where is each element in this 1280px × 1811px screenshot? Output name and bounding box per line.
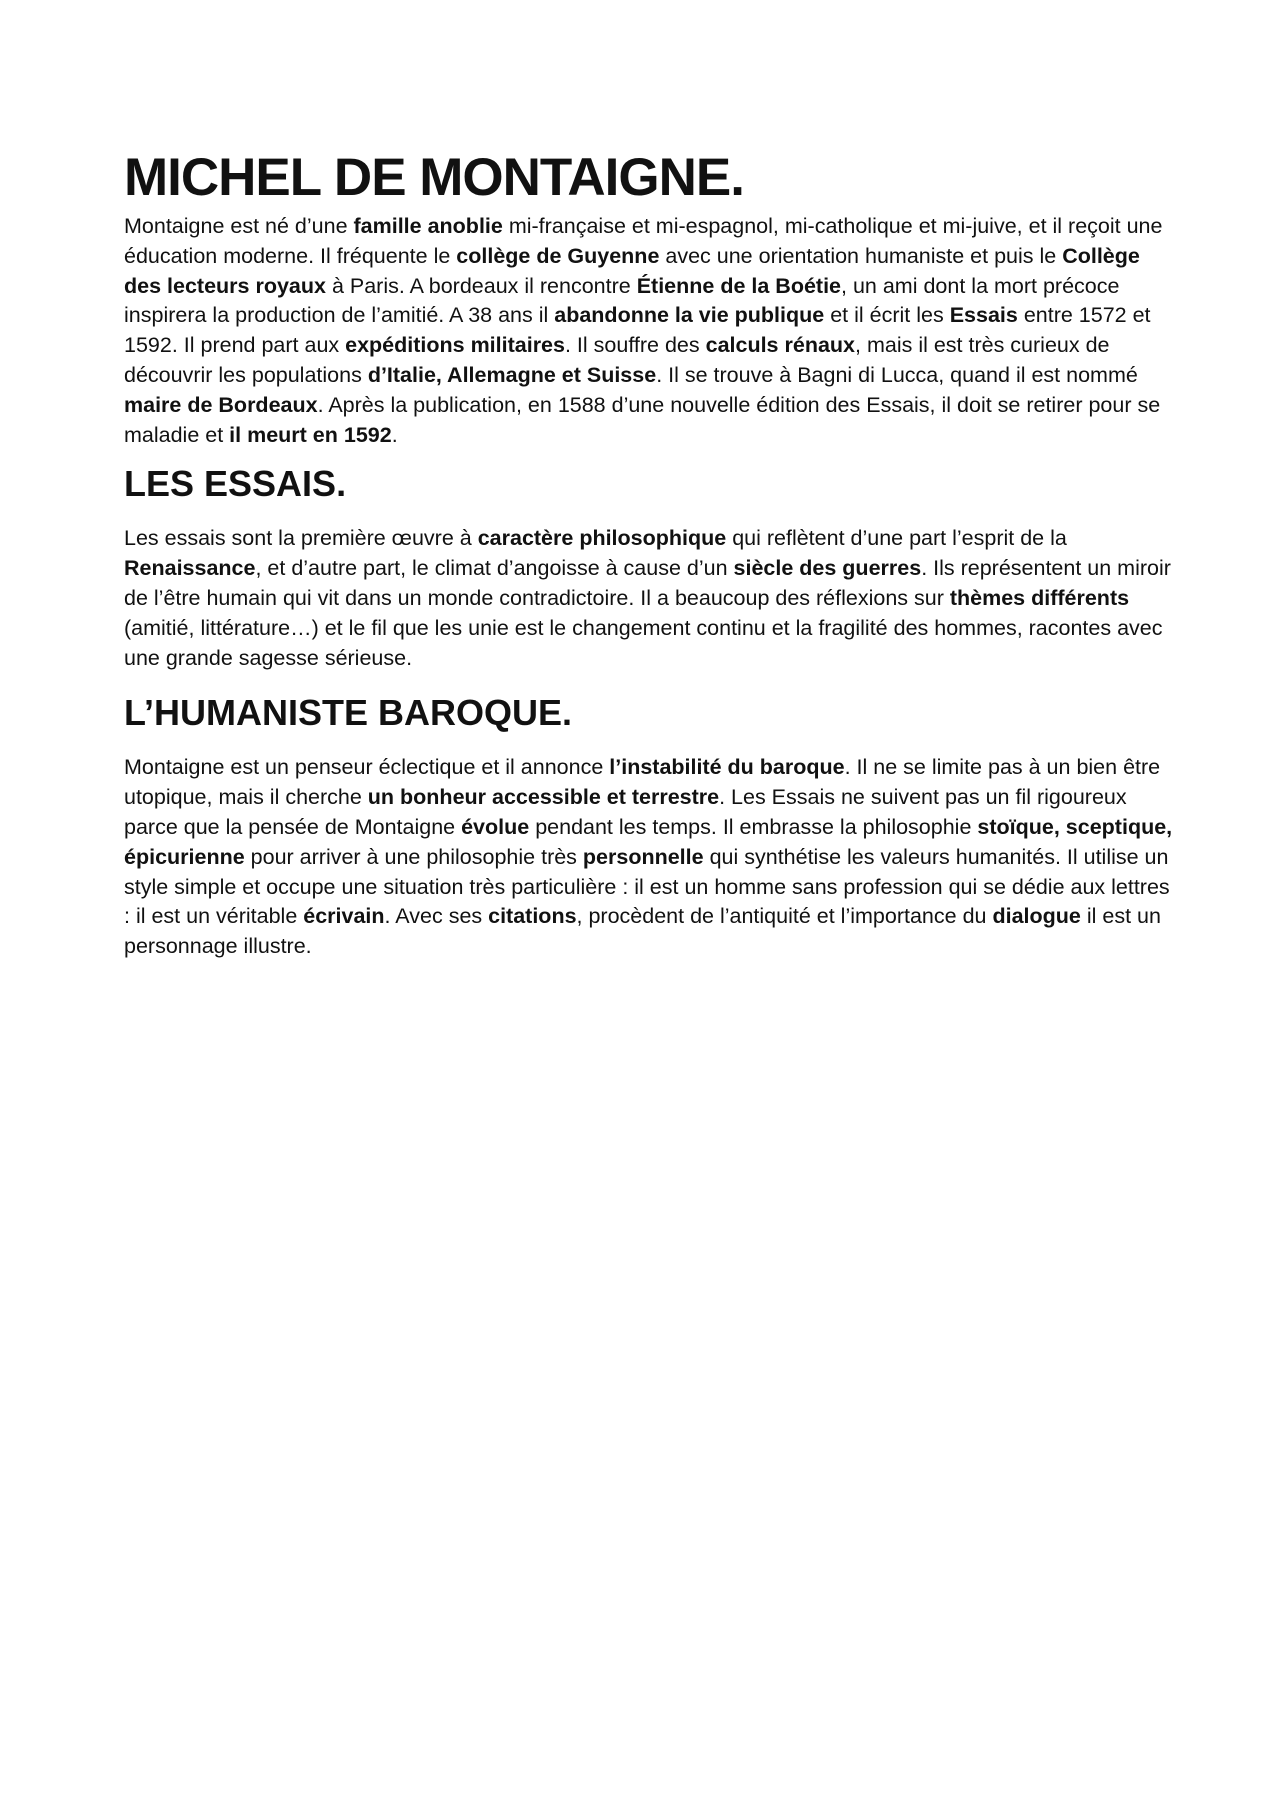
text-run: , mais il est très curieux de découvrir les populations — [124, 333, 1110, 387]
bold-text: l’instabilité du baroque — [609, 755, 845, 780]
bold-text: stoïque, sceptique, épicurienne — [124, 814, 1173, 869]
text-run: et il écrit les — [824, 303, 950, 328]
bold-text: personnelle — [582, 844, 704, 869]
text-run: . Avec ses — [384, 904, 489, 929]
text-run: mi-française et mi-espagnol, mi-catholique et mi-juive, et il reçoit une éducation moderne. Il fréquente le — [124, 214, 1163, 268]
essais-paragraph — [124, 524, 1174, 673]
bold-text: évolue — [461, 814, 530, 839]
text-run: . Ils représentent un miroir de l’être humain qui vit dans un monde contradictoire. Il a beaucoup des réflexions sur — [124, 556, 1171, 610]
page-title: MICHEL DE MONTAIGNE. — [124, 148, 744, 207]
essais-heading: LES ESSAIS. — [124, 463, 347, 505]
text-run: avec une orientation humaniste et puis le — [659, 243, 1063, 268]
text-run: , procèdent de l’antiquité et l’importance du — [576, 904, 993, 929]
bold-text: écrivain — [303, 904, 385, 929]
text-run: Montaigne est un penseur éclectique et il annonce — [124, 755, 610, 780]
text-run: . — [391, 422, 398, 447]
text-run: qui synthétise les valeurs humanités. Il utilise un style simple et occupe une situation très particulière : il est un homme sans profession qui se dédie aux lettres : il est un véritable — [124, 844, 1170, 929]
bold-text: maire de Bordeaux — [124, 392, 318, 417]
bold-text: Collège des lecteurs royaux — [124, 243, 1140, 298]
text-run: , un ami dont la mort précoce inspirera la production de l’amitié. A 38 ans il — [124, 273, 1120, 328]
montaigne-paragraph — [124, 212, 1174, 450]
text-run: Les essais sont la première œuvre à — [124, 526, 478, 551]
text-run: (amitié, littérature…) et le fil que les unie est le changement continu et la fragilité des hommes, racontes avec une grande sagesse sérieuse. — [124, 615, 1163, 670]
text-run: . Les Essais ne suivent pas un fil rigoureux parce que la pensée de Montaigne — [124, 785, 1127, 839]
bold-text: dialogue — [992, 904, 1081, 929]
bold-text: d’Italie, Allemagne et Suisse — [367, 362, 657, 387]
text-run: . Il se trouve à Bagni di Lucca, quand il est nommé — [656, 362, 1138, 387]
text-run: . Après la publication, en 1588 d’une nouvelle édition des Essais, il doit se retirer pour se maladie et — [124, 392, 1161, 447]
text-run: pendant les temps. Il embrasse la philosophie — [529, 814, 978, 839]
bold-text: Essais — [949, 303, 1018, 328]
bold-text: collège de Guyenne — [456, 243, 660, 268]
bold-text: siècle des guerres — [733, 556, 922, 581]
text-run: . Il ne se limite pas à un bien être utopique, mais il cherche — [124, 755, 1161, 810]
bold-text: calculs rénaux — [705, 333, 855, 358]
text-run: pour arriver à une philosophie très — [244, 844, 583, 869]
text-run: qui reflètent d’une part l’esprit de la — [726, 526, 1067, 551]
document-page — [124, 150, 1174, 962]
bold-text: Étienne de la Boétie — [636, 273, 842, 298]
text-run: , et d’autre part, le climat d’angoisse à cause d’un — [255, 556, 734, 581]
bold-text: un bonheur accessible et terrestre — [367, 785, 720, 810]
baroque-paragraph — [124, 753, 1174, 962]
text-run: entre 1572 et 1592. Il prend part aux — [124, 303, 1151, 358]
text-run: à Paris. A bordeaux il rencontre — [325, 273, 637, 298]
bold-text: famille anoblie — [353, 214, 503, 238]
bold-text: il meurt en 1592 — [229, 422, 392, 447]
bold-text: caractère philosophique — [477, 526, 727, 551]
bold-text: citations — [488, 904, 577, 929]
text-run: Montaigne est né d’une — [124, 214, 354, 238]
baroque-heading: L’HUMANISTE BAROQUE. — [124, 692, 573, 734]
bold-text: expéditions militaires — [345, 333, 565, 358]
text-run: il est un personnage illustre. — [124, 904, 1161, 959]
bold-text: Renaissance — [124, 556, 256, 581]
bold-text: abandonne la vie publique — [554, 303, 825, 328]
text-run: . Il souffre des — [564, 333, 706, 358]
bold-text: thèmes différents — [949, 585, 1130, 610]
